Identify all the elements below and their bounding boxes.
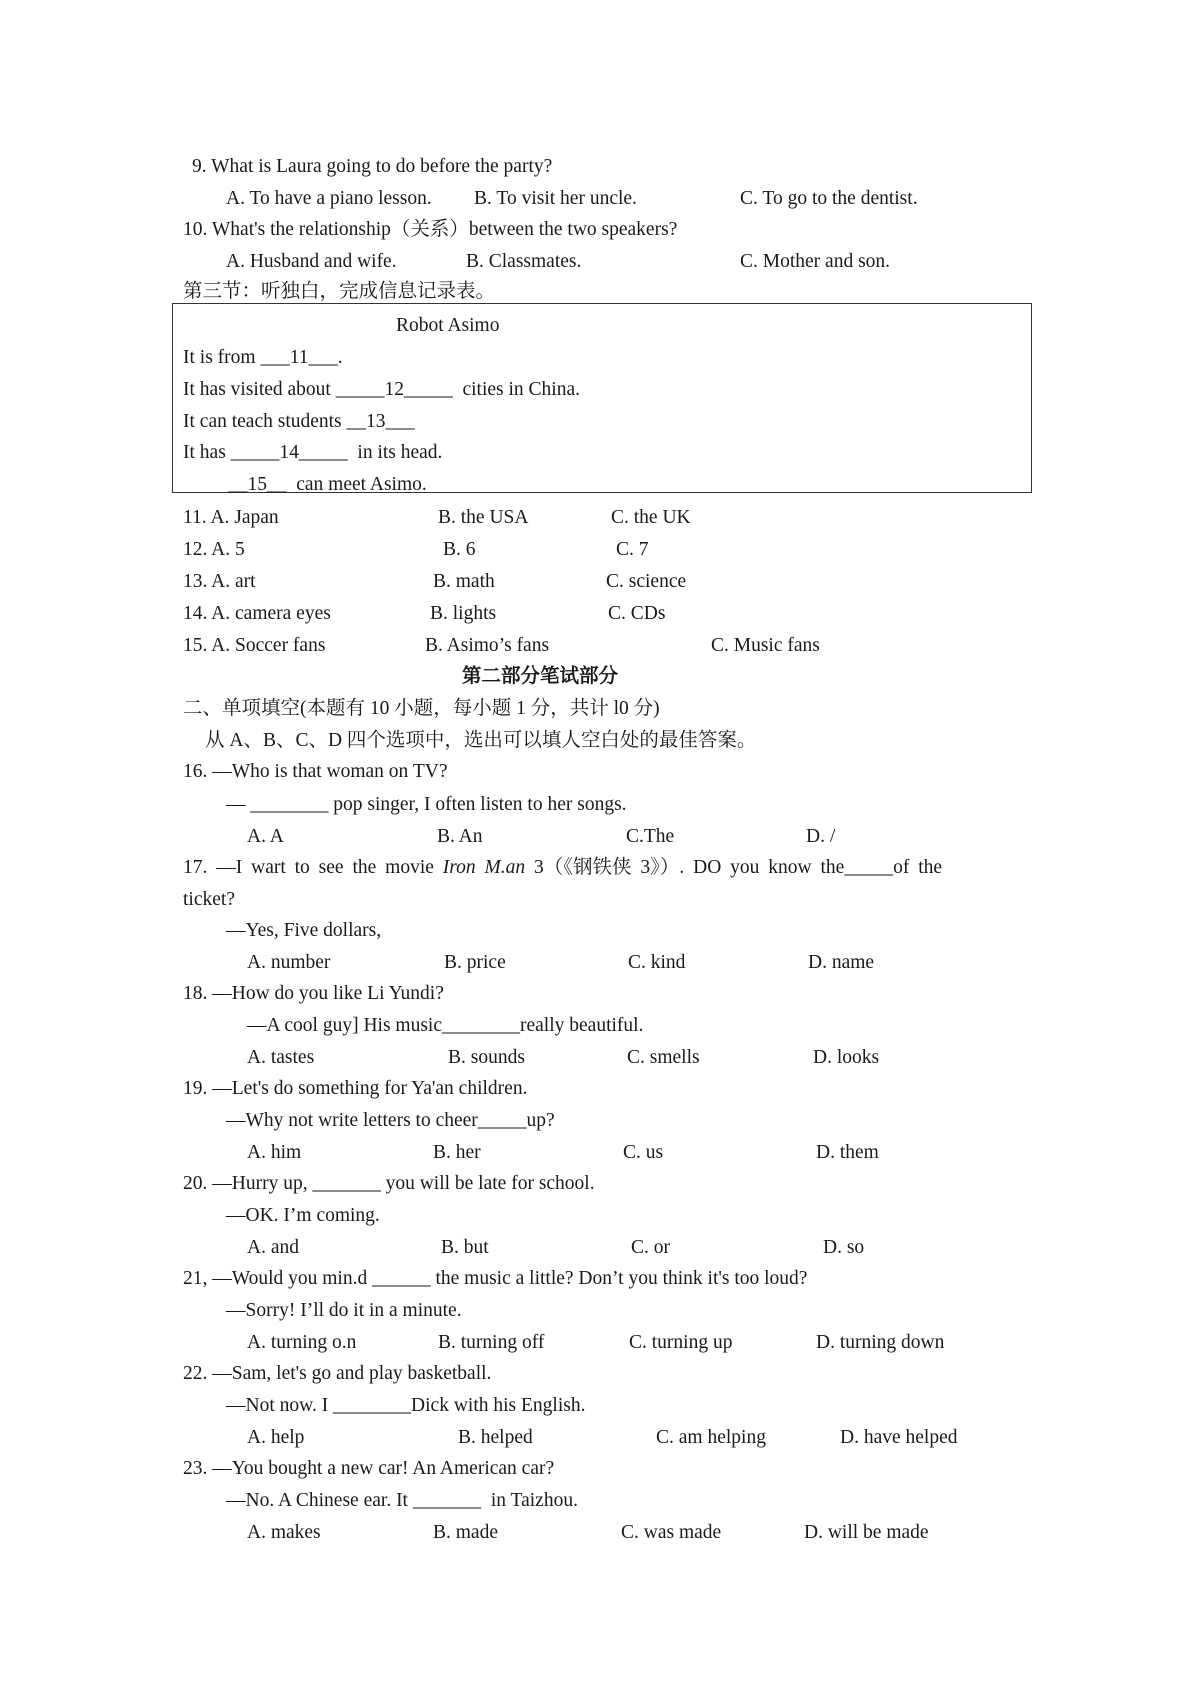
q22-line1: 22. —Sam, let's go and play basketball.	[183, 1363, 492, 1384]
q17-option-c: C. kind	[628, 952, 686, 973]
q22-option-c: C. am helping	[656, 1427, 766, 1448]
blank-12: _____12_____	[335, 379, 453, 400]
q19-option-b: B. her	[433, 1142, 481, 1163]
row-14-after: in its head.	[347, 442, 443, 463]
q17-line1-cont: ticket?	[183, 889, 235, 910]
q11-option-c: C. the UK	[611, 507, 691, 528]
q14-option-c: C. CDs	[608, 603, 666, 624]
q22-line2: —Not now. I ________Dick with his English.	[226, 1395, 586, 1416]
q17-option-d: D. name	[808, 952, 875, 973]
row-13-text: It can teach students	[183, 411, 347, 432]
row-11-text: It is from	[183, 347, 261, 368]
q21-line2: —Sorry! I’ll do it in a minute.	[226, 1300, 462, 1321]
q12-option-b: B. 6	[443, 539, 476, 560]
q12-option-c: C. 7	[616, 539, 649, 560]
q11-option-b: B. the USA	[438, 507, 529, 528]
q20-option-a: A. and	[247, 1237, 299, 1258]
q13-option-a: 13. A. art	[183, 571, 256, 592]
q17-line1-a: 17. —I wart to see the movie	[183, 857, 443, 878]
q10-option-a: A. Husband and wife.	[226, 251, 397, 272]
q15-option-a: 15. A. Soccer fans	[183, 635, 326, 656]
q18-option-d: D. looks	[813, 1047, 880, 1068]
q18-line2: —A cool guy] His music________really beautiful.	[247, 1015, 644, 1036]
q17-line1	[183, 858, 942, 878]
section-title: 二、单项填空(本题有 10 小题，每小题 1 分，共计 l0 分)	[183, 698, 660, 719]
q21-option-c: C. turning up	[629, 1332, 733, 1353]
q19-line1: 19. —Let's do something for Ya'an children.	[183, 1078, 528, 1099]
table-row-14	[183, 443, 442, 463]
q18-option-b: B. sounds	[448, 1047, 525, 1068]
q20-option-c: C. or	[631, 1237, 670, 1258]
q16-line1: 16. —Who is that woman on TV?	[183, 761, 448, 782]
q16-option-d: D. /	[806, 826, 836, 847]
row-12-text: It has visited about	[183, 379, 336, 400]
q20-option-d: D. so	[823, 1237, 865, 1258]
table-row-15	[228, 475, 427, 495]
q11-option-a: 11. A. Japan	[183, 507, 279, 528]
row-12-after: cities in China.	[452, 379, 581, 400]
q9-stem: 9. What is Laura going to do before the party?	[192, 156, 553, 177]
q19-option-a: A. him	[247, 1142, 302, 1163]
part2-heading: 第二部分笔试部分	[462, 666, 619, 687]
q10-option-c: C. Mother and son.	[740, 251, 891, 272]
q10-option-b: B. Classmates.	[466, 251, 582, 272]
q19-line2: —Why not write letters to cheer_____up?	[226, 1110, 555, 1131]
q16-line2: — ________ pop singer, I often listen to her songs.	[226, 794, 627, 815]
q9-option-b: B. To visit her uncle.	[474, 188, 637, 209]
blank-14: _____14_____	[230, 442, 348, 463]
q14-option-a: 14. A. camera eyes	[183, 603, 331, 624]
q13-option-b: B. math	[433, 571, 495, 592]
table-title: Robot Asimo	[396, 315, 500, 336]
q21-option-b: B. turning off	[438, 1332, 545, 1353]
q16-option-a: A. A	[247, 826, 284, 847]
q18-option-c: C. smells	[627, 1047, 700, 1068]
q13-option-c: C. science	[606, 571, 687, 592]
row-15-after: can meet Asimo.	[286, 474, 427, 495]
q9-option-c: C. To go to the dentist.	[740, 188, 918, 209]
q18-line1: 18. —How do you like Li Yundi?	[183, 983, 444, 1004]
table-row-11	[183, 348, 343, 368]
q23-option-b: B. made	[433, 1522, 498, 1543]
q23-line1: 23. —You bought a new car! An American car?	[183, 1458, 555, 1479]
q16-option-c: C.The	[626, 826, 675, 847]
q18-option-a: A. tastes	[247, 1047, 315, 1068]
q20-option-b: B. but	[441, 1237, 489, 1258]
q20-line1: 20. —Hurry up, _______ you will be late for school.	[183, 1173, 595, 1194]
blank-13: __13___	[346, 411, 415, 432]
q22-option-a: A. help	[247, 1427, 305, 1448]
section3-heading: 第三节：听独白，完成信息记录表。	[183, 281, 496, 302]
q17-line1-b: 3（《钢铁侠 3》）. DO you know the_____of the	[525, 857, 943, 878]
q20-line2: —OK. I’m coming.	[226, 1205, 380, 1226]
section-instruction: 从 A、B、C、D 四个选项中，选出可以填人空白处的最佳答案。	[205, 730, 757, 751]
q23-option-c: C. was made	[621, 1522, 722, 1543]
row-11-after: .	[337, 347, 343, 368]
row-14-text: It has	[183, 442, 231, 463]
q14-option-b: B. lights	[430, 603, 497, 624]
q23-option-a: A. makes	[247, 1522, 321, 1543]
q17-option-a: A. number	[247, 952, 331, 973]
q23-line2: —No. A Chinese ear. It _______ in Taizhou.	[226, 1490, 578, 1511]
table-row-13	[183, 412, 415, 432]
q12-option-a: 12. A. 5	[183, 539, 245, 560]
q15-option-b: B. Asimo’s fans	[425, 635, 550, 656]
q10-stem: 10. What's the relationship（关系）between the two speakers?	[183, 219, 678, 240]
q22-option-d: D. have helped	[840, 1427, 958, 1448]
q21-option-a: A. turning o.n	[247, 1332, 357, 1353]
blank-11: ___11___	[260, 347, 338, 368]
q21-option-d: D. turning down	[816, 1332, 945, 1353]
blank-15: __15__	[228, 474, 287, 495]
q23-option-d: D. will be made	[804, 1522, 929, 1543]
q19-option-d: D. them	[816, 1142, 879, 1163]
q15-option-c: C. Music fans	[711, 635, 820, 656]
q17-line2: —Yes, Five dollars,	[226, 920, 382, 941]
q16-option-b: B. An	[437, 826, 483, 847]
q19-option-c: C. us	[623, 1142, 664, 1163]
q9-option-a: A. To have a piano lesson.	[226, 188, 432, 209]
q21-line1: 21, —Would you min.d ______ the music a little? Don’t you think it's too loud?	[183, 1268, 808, 1289]
table-row-12	[183, 380, 580, 400]
q17-option-b: B. price	[444, 952, 506, 973]
q17-movie-title: Iron M.an	[442, 857, 526, 878]
q22-option-b: B. helped	[458, 1427, 533, 1448]
